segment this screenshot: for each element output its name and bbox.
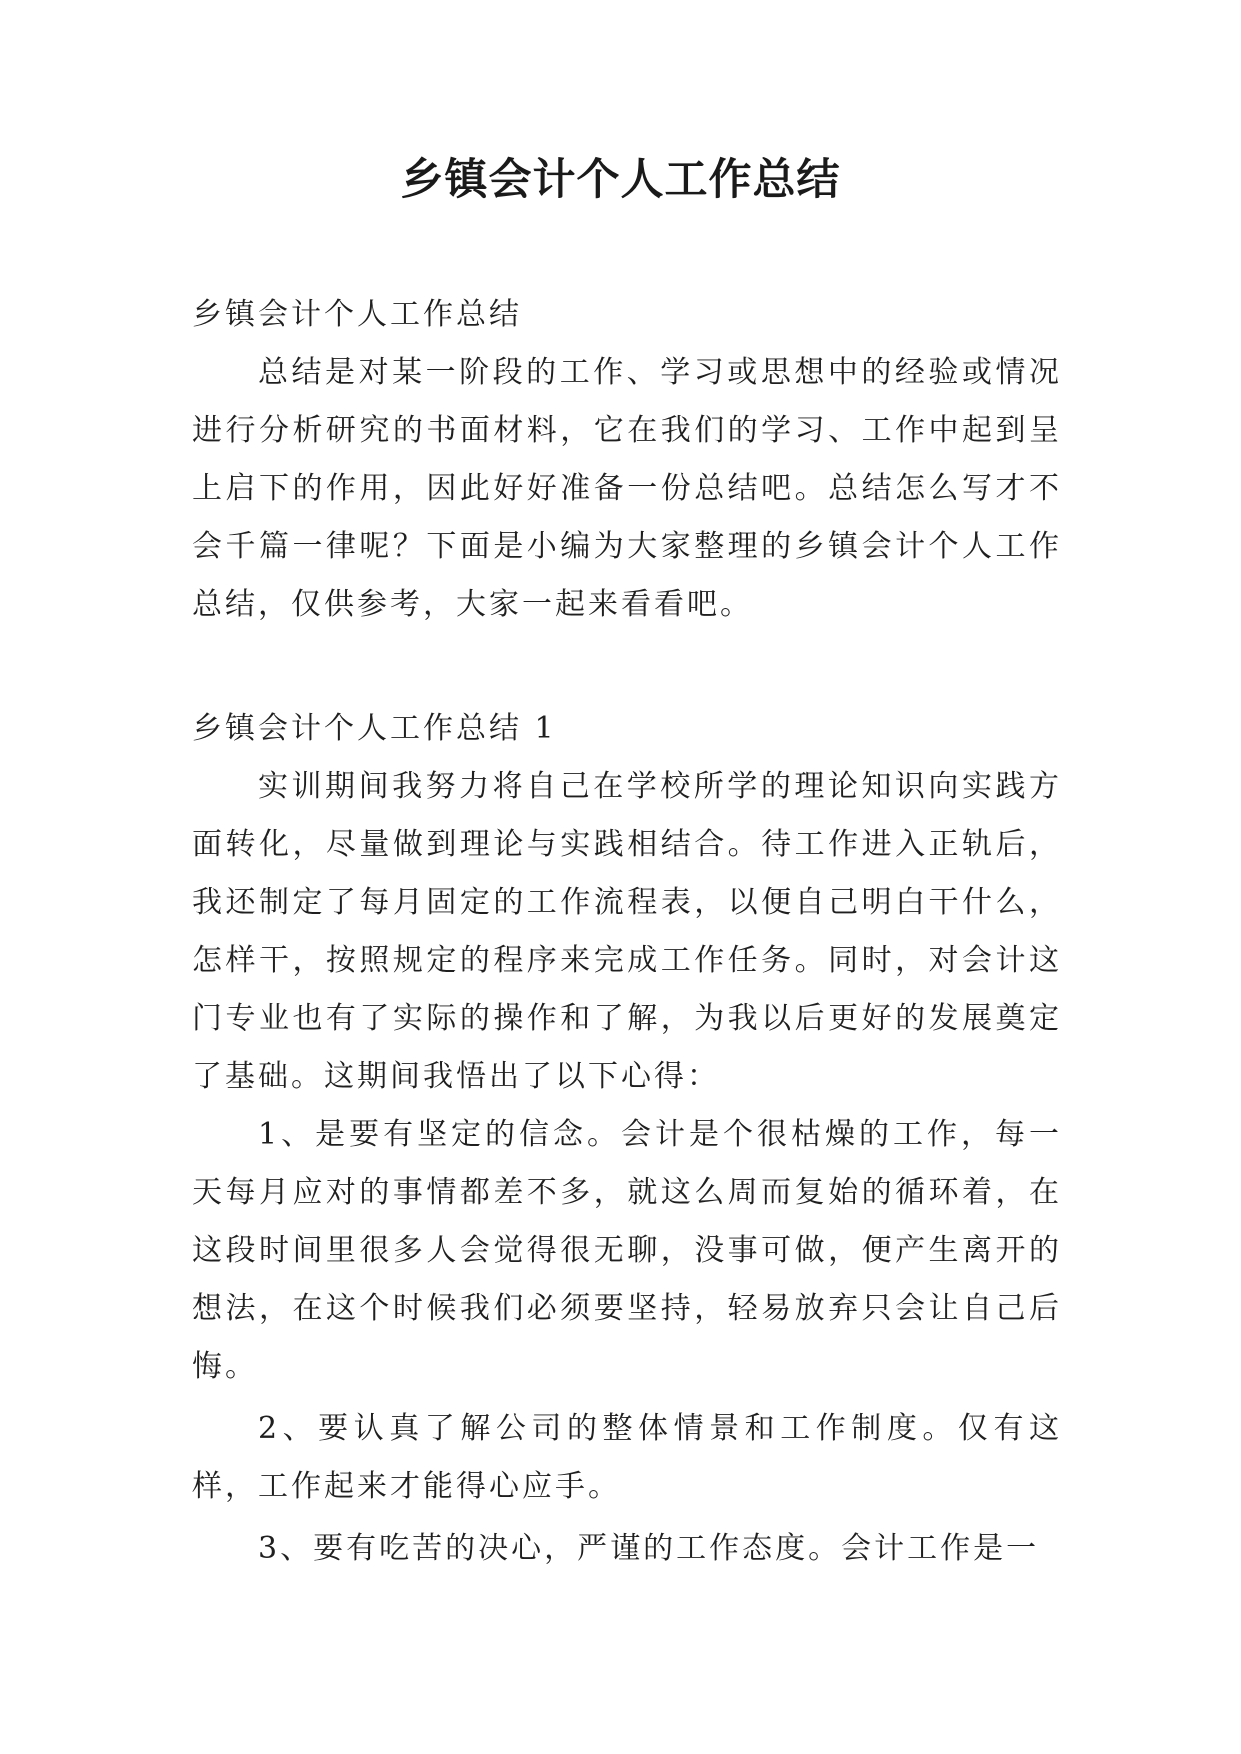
intro-section bbox=[192, 286, 1062, 634]
document-title: 乡镇会计个人工作总结 bbox=[400, 155, 841, 205]
intro-heading: 乡镇会计个人工作总结 bbox=[192, 297, 522, 332]
section-1-point-2: 2、要认真了解公司的整体情景和工作制度。仅有这样，工作起来才能得心应手。 bbox=[192, 1411, 1062, 1504]
section-1-paragraph: 实训期间我努力将自己在学校所学的理论知识向实践方面转化，尽量做到理论与实践相结合。待工作进入正轨后，我还制定了每月固定的工作流程表，以便自己明白干什么，怎样干，按照规定的程序来完成工作任务。同时，对会计这门专业也有了实际的操作和了解，为我以后更好的发展奠定了基础。这期间我悟出了以下心得： bbox=[192, 769, 1062, 1094]
section-1-point-3: 3、要有吃苦的决心，严谨的工作态度。会计工作是一 bbox=[258, 1531, 1040, 1566]
section-1-heading: 乡镇会计个人工作总结 1 bbox=[192, 711, 557, 746]
section-1-point-1: 1、是要有坚定的信念。会计是个很枯燥的工作，每一天每月应对的事情都差不多，就这么周而复始的循环着，在这段时间里很多人会觉得很无聊，没事可做，便产生离开的想法，在这个时候我们必须要坚持，轻易放弃只会让自己后悔。 bbox=[192, 1117, 1062, 1384]
section-1 bbox=[192, 700, 1062, 1578]
intro-paragraph: 总结是对某一阶段的工作、学习或思想中的经验或情况进行分析研究的书面材料，它在我们的学习、工作中起到呈上启下的作用，因此好好准备一份总结吧。总结怎么写才不会千篇一律呢？下面是小编为大家整理的乡镇会计个人工作总结，仅供参考，大家一起来看看吧。 bbox=[192, 355, 1062, 622]
